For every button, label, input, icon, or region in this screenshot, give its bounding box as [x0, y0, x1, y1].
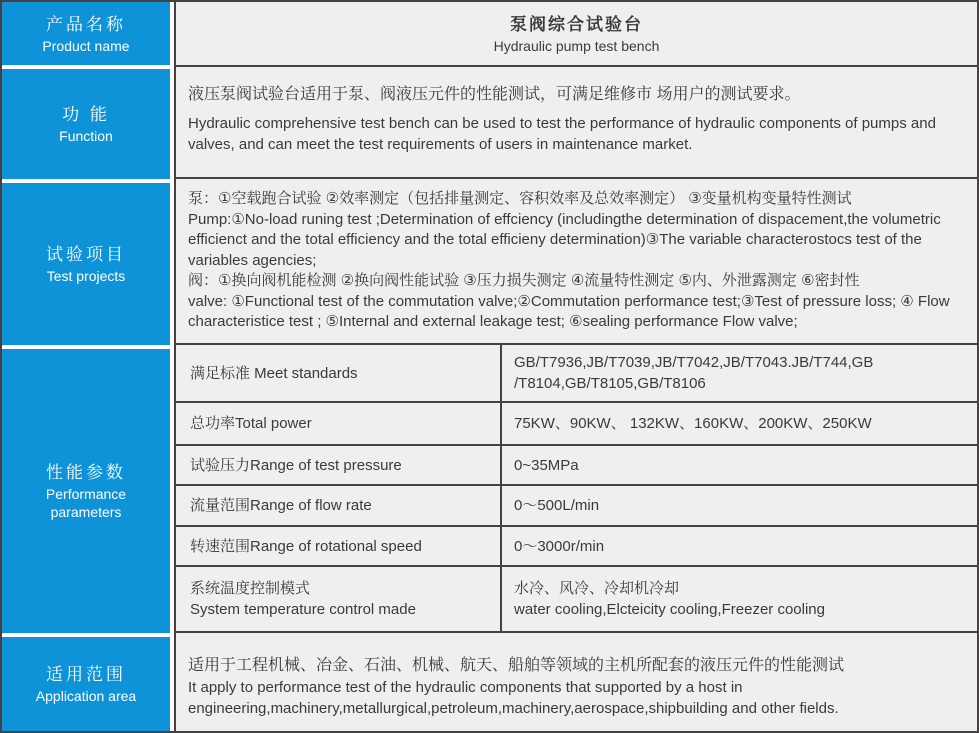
category-column — [2, 2, 170, 731]
application-text-zh: 适用于工程机械、冶金、石油、机械、航天、船舶等领域的主机所配套的液压元件的性能测试 — [188, 657, 845, 674]
category-function — [2, 69, 170, 179]
performance-parameters-table — [176, 345, 977, 633]
category-label-en: Function — [59, 128, 113, 144]
perf-value-line2: water cooling,Elcteicity cooling,Freezer cooling — [514, 601, 825, 618]
perf-value — [502, 345, 977, 401]
perf-label-text: 试验压力Range of test pressure — [190, 456, 402, 474]
perf-label — [176, 345, 502, 401]
perf-value — [502, 527, 977, 565]
perf-value-line1: 0~35MPa — [514, 456, 579, 474]
category-label-en: Product name — [42, 37, 130, 54]
perf-value-line1: GB/T7936,JB/T7039,JB/T7042,JB/T7043.JB/T744,GB — [514, 354, 874, 371]
category-label-en: Performance parameters — [45, 486, 127, 520]
perf-label — [176, 527, 502, 565]
perf-label — [176, 403, 502, 444]
perf-label — [176, 486, 502, 525]
perf-row-rotational-speed — [176, 527, 977, 567]
perf-label-text: 总功率Total power — [190, 415, 312, 432]
perf-label-text: 转速范围Range of rotational speed — [190, 537, 422, 555]
spec-table — [174, 2, 977, 731]
category-label-en: Test projects — [46, 268, 126, 284]
category-performance-parameters — [2, 349, 170, 633]
function-text-zh: 液压泵阀试验台适用于泵、阀液压元件的性能测试，可满足维修市 场用户的测试要求。 — [188, 86, 801, 103]
category-product-name — [2, 2, 170, 65]
product-title-en: Hydraulic pump test bench — [493, 37, 660, 54]
perf-label-text: 流量范围Range of flow rate — [190, 497, 372, 514]
perf-label-line2: System temperature control made — [190, 601, 416, 618]
category-application-area — [2, 637, 170, 731]
perf-label-line1: 系统温度控制模式 — [190, 580, 311, 597]
category-label-en: Application area — [35, 688, 137, 704]
category-label-zh: 试验项目 — [46, 245, 126, 264]
perf-row-total-power — [176, 403, 977, 446]
valve-tests-zh: 阀：①换向阀机能检测 ②换向阀性能试验 ③压力损失测定 ④流量特性测定 ⑤内、外泄露测定 ⑥密封性 — [188, 272, 860, 289]
perf-value-line1: 水冷、风冷、冷却机冷却 — [514, 580, 680, 597]
application-area-cell — [176, 633, 977, 731]
perf-value-line1: 0～500L/min — [514, 497, 600, 514]
perf-label — [176, 567, 502, 631]
perf-row-flow-rate — [176, 486, 977, 527]
perf-value — [502, 486, 977, 525]
category-label-zh: 功 能 — [62, 105, 110, 124]
perf-label — [176, 446, 502, 484]
perf-value — [502, 446, 977, 484]
product-name-cell — [176, 2, 977, 67]
perf-label-text: 满足标准 Meet standards — [190, 364, 358, 382]
category-label-zh: 性能参数 — [46, 463, 126, 482]
perf-row-meet-standards — [176, 345, 977, 403]
category-test-projects — [2, 183, 170, 345]
valve-tests-en: valve: ①Functional test of the commutation valve;②Commutation performance test;③Test of pressure loss; ④ Flow characteristice test ; ⑤Internal and external leakage test; ⑥sealing performance Flow valve; — [188, 292, 950, 330]
application-text-en: It apply to performance test of the hydraulic components that supported by a host in engineering,machinery,metallurgical,petroleum,machinery,aerospace,shipbuilding and other fields. — [188, 678, 839, 717]
pump-tests-zh: 泵：①空载跑合试验 ②效率测定（包括排量测定、容积效率及总效率测定） ③变量机构变量特性测试 — [188, 190, 852, 207]
perf-value-line2: /T8104,GB/T8105,GB/T8106 — [514, 375, 706, 392]
category-label-zh: 适用范围 — [46, 665, 126, 684]
perf-value-line1: 75KW、90KW、 132KW、160KW、200KW、250KW — [514, 415, 872, 432]
perf-value — [502, 567, 977, 631]
test-projects-cell — [176, 179, 977, 345]
function-text-en: Hydraulic comprehensive test bench can be used to test the performance of hydraulic components of pumps and valves, and can meet the test requirements of users in maintenance market. — [188, 115, 936, 153]
perf-row-temperature-control — [176, 567, 977, 631]
category-label-zh: 产品名称 — [46, 14, 126, 34]
function-cell — [176, 67, 977, 179]
product-title-zh: 泵阀综合试验台 — [510, 14, 643, 34]
perf-row-test-pressure — [176, 446, 977, 486]
perf-value-line1: 0～3000r/min — [514, 537, 605, 555]
perf-value — [502, 403, 977, 444]
pump-tests-en: Pump:①No-load runing test ;Determination of effciency (includingthe determination of dispacement,the volumetric efficienct and the total efficiency and the total efficieny determination)③The variable characterostocs test of the variables agencies; — [188, 210, 941, 269]
